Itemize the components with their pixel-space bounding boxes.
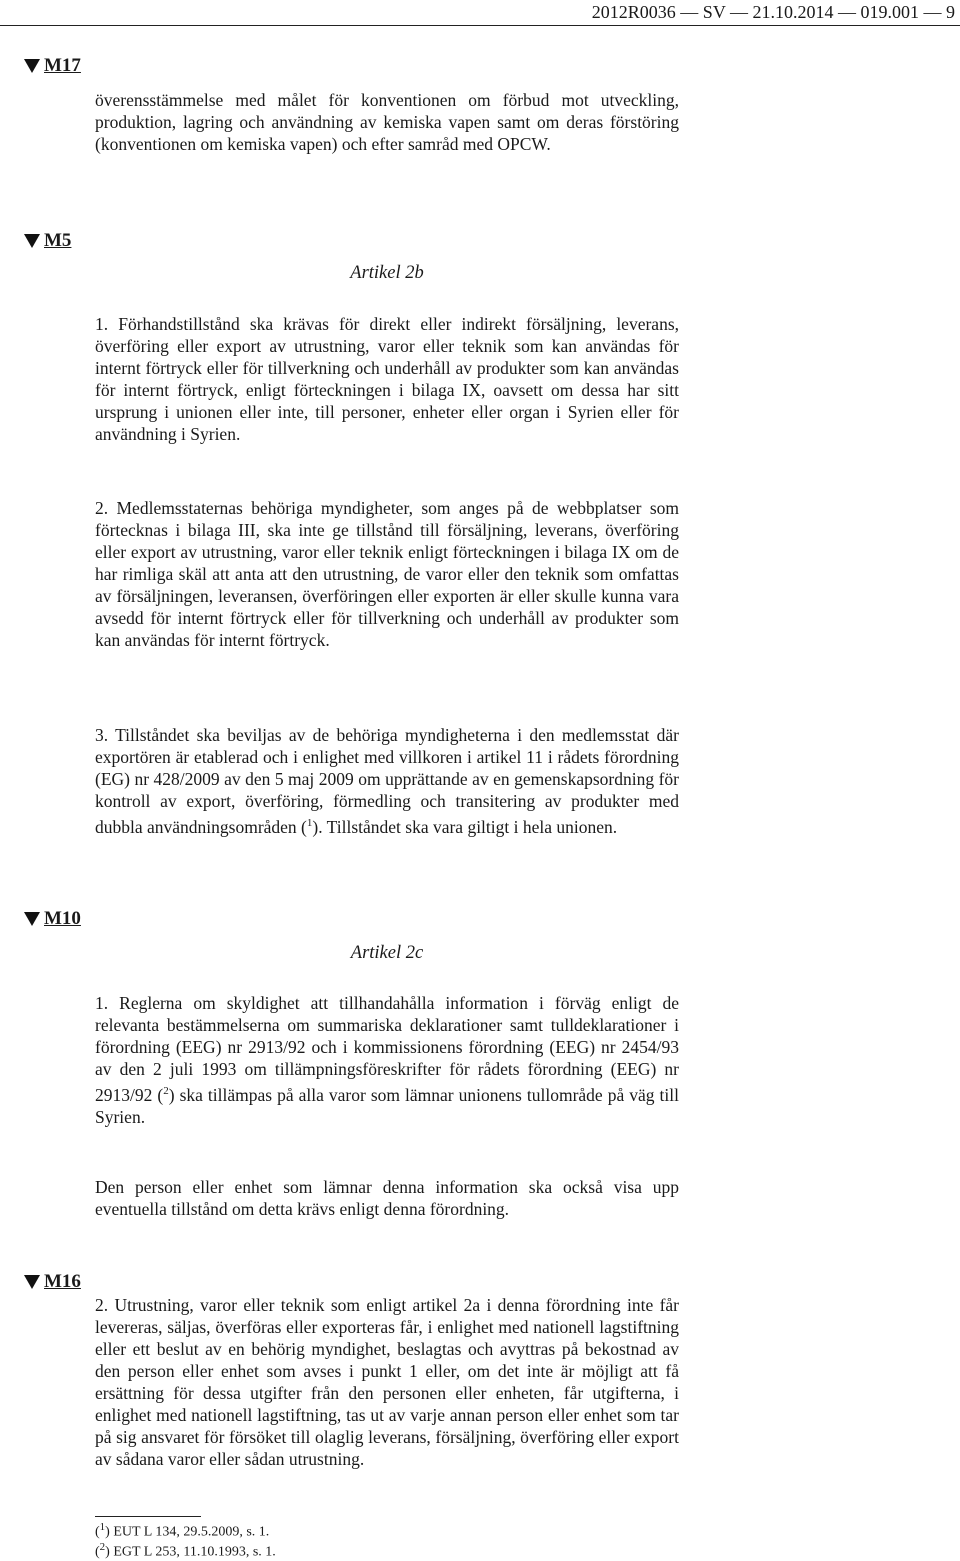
triangle-down-icon xyxy=(24,234,40,248)
marker-m16[interactable] xyxy=(24,1271,81,1293)
m17-paragraph: överensstämmelse med målet för konventionen om förbud mot utveckling, produktion, lagring och användning av kemiska vapen samt om deras förstöring (konventionen om kemiska vapen) och efter samråd med OPCW. xyxy=(95,90,679,154)
p3-text-a: 3. Tillståndet ska beviljas av de behöriga myndigheterna i den medlemsstat där exportören är etablerad och i enlighet med villkoren i artikel 11 i rådets förordning (EG) nr 428/2009 av den 5 maj 2009 om upprättande av en gemenskapsordning för kontroll av export, överföring, förmedling och transitering av produkter med dubbla användningsområden ( xyxy=(95,725,679,837)
footnote-ref-1[interactable]: 1 xyxy=(306,817,313,829)
article-2c-paragraph-1-continued: Den person eller enhet som lämnar denna information ska också visa upp eventuella tillstånd om detta krävs enligt denna förordning. xyxy=(95,1177,679,1219)
marker-code[interactable]: M5 xyxy=(44,230,72,251)
article-2c-paragraph-2: 2. Utrustning, varor eller teknik som enligt artikel 2a i denna förordning inte får levereras, säljas, överföras eller exporteras får, i enlighet med nationell lagstiftning eller ett beslut av en behörig myndighet, beslagtas och avyttras på bekostnad av den person eller enhet som avses i punkt 1 eller, om det inte är möjligt att få ersättning för dessa utgifter från den personen eller enheten, får utgifterna, i enlighet med nationell lagstiftning, tas ut av varje annan person eller enhet som tar på sig ansvaret för försöket till olaglig leverans, försäljning, överföring eller export av sådana varor eller sådan utrustning. xyxy=(95,1295,679,1469)
article-2b-paragraph-3 xyxy=(95,724,679,838)
marker-code[interactable]: M17 xyxy=(44,55,81,76)
page-header xyxy=(0,0,960,24)
article-2b-heading: Artikel 2b xyxy=(350,263,424,283)
header-rule xyxy=(0,25,960,26)
header-text: 2012R0036 — SV — 21.10.2014 — 019.001 — 9 xyxy=(591,2,955,22)
article-2b-paragraph-1: 1. Förhandstillstånd ska krävas för direkt eller indirekt försäljning, leverans, överföring eller export av utrustning, varor eller teknik som kan användas för internt förtryck eller för tillverkning och underhåll av produkter som kan användas för internt förtryck, enligt förteckningen i bilaga IX, oavsett om dessa har sitt ursprung i unionen eller inte, till personer, enheter eller organ i Syrien eller för användning i Syrien. xyxy=(95,314,679,444)
p3-text-b: ). Tillståndet ska vara giltigt i hela unionen. xyxy=(312,816,618,837)
footnote-2: ($^2$) EGT L 253, 11.10.1993, s. 1. xyxy=(95,1541,276,1560)
2c-p1-text-a: 1. Reglerna om skyldighet att tillhandahålla information i förväg enligt de relevanta bestämmelserna om summariska deklarationer samt tulldeklarationer i förordning (EEG) nr 2913/92 och i kommissionens förordning (EEG) nr 2454/93 av den 2 juli 1993 om tillämpningsföreskrifter för rådets förordning (EEG) nr 2913/92 ( xyxy=(95,993,679,1105)
2c-p1-text-b: ) ska tillämpas på alla varor som lämnar unionens tullområde på väg till Syrien. xyxy=(95,1084,679,1127)
article-2b-paragraph-2: 2. Medlemsstaternas behöriga myndigheter, som anges på de webbplatser som förtecknas i bilaga III, ska inte ge tillstånd till försäljning, leverans, överföring eller export av utrustning, varor eller teknik enligt förteckningen i bilaga IX om de har rimliga skäl att anta att den utrustning, de varor eller den teknik som omfattas av försäljningen, leveransen, överföringen eller exporten är eller skulle kunna vara avsedd för internt förtryck eller för tillverkning och underhåll av produkter som kan användas för internt förtryck. xyxy=(95,498,679,650)
footnote-text: EUT L 134, 29.5.2009, s. 1. xyxy=(113,1524,270,1540)
marker-code[interactable]: M16 xyxy=(44,1271,81,1292)
marker-m10[interactable] xyxy=(24,908,81,930)
footnote-ref-2[interactable]: 2 xyxy=(163,1085,169,1097)
triangle-down-icon xyxy=(24,59,40,73)
footnote-rule xyxy=(95,1516,201,1517)
footnote-text: EGT L 253, 11.10.1993, s. 1. xyxy=(113,1544,276,1560)
marker-m5[interactable] xyxy=(24,230,71,252)
footnote-number: 2 xyxy=(99,1541,106,1553)
article-2c-paragraph-1 xyxy=(95,992,679,1128)
footnote-1: ($^1$) EUT L 134, 29.5.2009, s. 1. xyxy=(95,1521,270,1540)
marker-m17[interactable] xyxy=(24,55,81,77)
marker-code[interactable]: M10 xyxy=(44,908,81,929)
footnote-number: 1 xyxy=(99,1521,106,1533)
triangle-down-icon xyxy=(24,912,40,926)
triangle-down-icon xyxy=(24,1275,40,1289)
article-2c-heading: Artikel 2c xyxy=(350,943,424,963)
